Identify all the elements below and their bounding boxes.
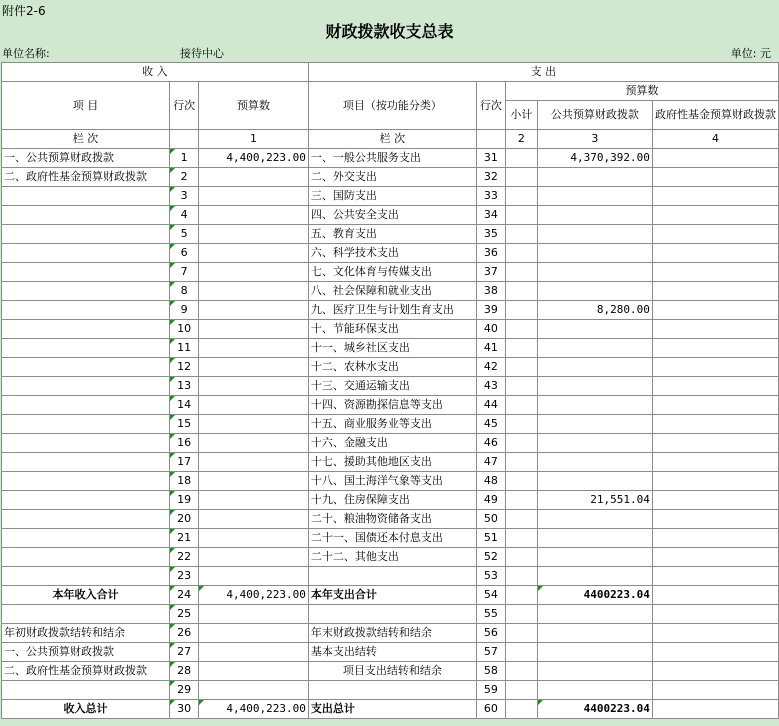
- expense-line-cell[interactable]: 35: [476, 225, 505, 244]
- expense-gov-cell[interactable]: [652, 605, 778, 624]
- expense-public-cell[interactable]: 8,280.00: [537, 301, 652, 320]
- col-1: 1: [199, 130, 309, 149]
- table-row: [2, 339, 779, 358]
- expense-public-cell[interactable]: [537, 548, 652, 567]
- expense-subtotal-cell[interactable]: [505, 301, 537, 320]
- income-line-cell[interactable]: 15: [170, 415, 199, 434]
- income-item-cell[interactable]: [2, 358, 170, 377]
- expense-gov-cell[interactable]: [652, 643, 778, 662]
- income-item-cell[interactable]: 本年收入合计: [2, 586, 170, 605]
- unit-name-value: 接待中心: [180, 47, 224, 60]
- col-3: 3: [537, 130, 652, 149]
- expense-gov-cell[interactable]: [652, 681, 778, 700]
- income-item-cell[interactable]: [2, 225, 170, 244]
- income-item-cell[interactable]: [2, 415, 170, 434]
- table-row: [2, 263, 779, 282]
- income-budget-cell[interactable]: [199, 244, 309, 263]
- income-line-cell[interactable]: 25: [170, 605, 199, 624]
- expense-line-cell[interactable]: 39: [476, 301, 505, 320]
- expense-line-cell[interactable]: 47: [476, 453, 505, 472]
- table-row: [2, 206, 779, 225]
- income-line-cell[interactable]: 12: [170, 358, 199, 377]
- expense-line-cell[interactable]: 37: [476, 263, 505, 282]
- expense-subtotal-cell[interactable]: [505, 415, 537, 434]
- income-budget-cell[interactable]: [199, 529, 309, 548]
- expense-gov-cell[interactable]: [652, 434, 778, 453]
- income-item-cell[interactable]: [2, 510, 170, 529]
- income-item-cell[interactable]: [2, 187, 170, 206]
- expense-public-cell[interactable]: [537, 605, 652, 624]
- expense-public-cell[interactable]: [537, 282, 652, 301]
- income-item-cell[interactable]: [2, 681, 170, 700]
- income-line-cell[interactable]: 24: [170, 586, 199, 605]
- income-item-cell[interactable]: 收入总计: [2, 700, 170, 719]
- income-budget-cell[interactable]: [199, 225, 309, 244]
- expense-subtotal-cell[interactable]: [505, 472, 537, 491]
- expense-subtotal-cell[interactable]: [505, 225, 537, 244]
- income-item-cell[interactable]: [2, 548, 170, 567]
- expense-line-cell[interactable]: 57: [476, 643, 505, 662]
- expense-gov-cell[interactable]: [652, 225, 778, 244]
- expense-subtotal-cell[interactable]: [505, 491, 537, 510]
- income-budget-cell[interactable]: [199, 377, 309, 396]
- expense-line-cell[interactable]: 42: [476, 358, 505, 377]
- expense-gov-cell[interactable]: [652, 263, 778, 282]
- expense-public-cell[interactable]: [537, 206, 652, 225]
- expense-gov-cell[interactable]: [652, 567, 778, 586]
- expense-gov-cell[interactable]: [652, 396, 778, 415]
- expense-subtotal-cell[interactable]: [505, 700, 537, 719]
- income-budget-cell[interactable]: [199, 168, 309, 187]
- expense-item-cell[interactable]: 十三、交通运输支出: [308, 377, 476, 396]
- income-line-cell[interactable]: 11: [170, 339, 199, 358]
- public-budget-header: 公共预算财政拨款: [537, 101, 652, 130]
- income-item-cell[interactable]: [2, 206, 170, 225]
- expense-public-cell[interactable]: [537, 377, 652, 396]
- expense-gov-cell[interactable]: [652, 510, 778, 529]
- expense-item-cell[interactable]: 基本支出结转: [308, 643, 476, 662]
- expense-line-cell[interactable]: 43: [476, 377, 505, 396]
- expense-line-cell[interactable]: 53: [476, 567, 505, 586]
- income-budget-cell[interactable]: [199, 206, 309, 225]
- table-row: [2, 510, 779, 529]
- expense-public-cell[interactable]: [537, 396, 652, 415]
- item-header: 项 目: [2, 82, 170, 130]
- income-line-cell[interactable]: 16: [170, 434, 199, 453]
- expense-item-cell[interactable]: 项目支出结转和结余: [308, 662, 476, 681]
- expense-subtotal-cell[interactable]: [505, 605, 537, 624]
- expense-gov-cell[interactable]: [652, 168, 778, 187]
- expense-public-cell[interactable]: [537, 415, 652, 434]
- budget-table: [1, 62, 779, 719]
- income-budget-cell[interactable]: [199, 415, 309, 434]
- income-item-cell[interactable]: [2, 491, 170, 510]
- income-line-cell[interactable]: 30: [170, 700, 199, 719]
- expense-public-cell[interactable]: [537, 168, 652, 187]
- income-item-cell[interactable]: [2, 396, 170, 415]
- expense-gov-cell[interactable]: [652, 548, 778, 567]
- expense-line-cell[interactable]: 40: [476, 320, 505, 339]
- expense-public-cell[interactable]: [537, 434, 652, 453]
- gov-fund-header: 政府性基金预算财政拨款: [652, 101, 778, 130]
- income-line-cell[interactable]: 9: [170, 301, 199, 320]
- expense-item-cell[interactable]: 二、外交支出: [308, 168, 476, 187]
- expense-gov-cell[interactable]: [652, 624, 778, 643]
- income-budget-cell[interactable]: [199, 358, 309, 377]
- table-row: [2, 567, 779, 586]
- table-row: [2, 301, 779, 320]
- table-row: [2, 643, 779, 662]
- income-item-cell[interactable]: [2, 377, 170, 396]
- income-line-cell[interactable]: 2: [170, 168, 199, 187]
- line-header: 行次: [170, 82, 199, 130]
- expense-subtotal-cell[interactable]: [505, 567, 537, 586]
- income-budget-cell[interactable]: [199, 624, 309, 643]
- table-row: [2, 396, 779, 415]
- income-line-cell[interactable]: 27: [170, 643, 199, 662]
- page-title: 财政拨款收支总表: [325, 22, 454, 41]
- income-budget-cell[interactable]: [199, 263, 309, 282]
- expense-public-cell[interactable]: [537, 244, 652, 263]
- expense-item-cell[interactable]: 支出总计: [308, 700, 476, 719]
- income-item-cell[interactable]: 二、政府性基金预算财政拨款: [2, 168, 170, 187]
- expense-item-cell[interactable]: 十四、资源勘探信息等支出: [308, 396, 476, 415]
- income-budget-cell[interactable]: [199, 339, 309, 358]
- income-line-cell[interactable]: 23: [170, 567, 199, 586]
- expense-gov-cell[interactable]: [652, 301, 778, 320]
- line2-header: 行次: [476, 82, 505, 130]
- income-line-cell[interactable]: 21: [170, 529, 199, 548]
- expense-subtotal-cell[interactable]: [505, 586, 537, 605]
- expense-gov-cell[interactable]: [652, 358, 778, 377]
- income-line-cell[interactable]: 28: [170, 662, 199, 681]
- income-item-cell[interactable]: [2, 244, 170, 263]
- expense-line-cell[interactable]: 45: [476, 415, 505, 434]
- table-row: [2, 377, 779, 396]
- income-budget-cell[interactable]: [199, 434, 309, 453]
- income-line-cell[interactable]: 13: [170, 377, 199, 396]
- income-item-cell[interactable]: [2, 282, 170, 301]
- income-item-cell[interactable]: [2, 320, 170, 339]
- expense-public-cell[interactable]: 4,370,392.00: [537, 149, 652, 168]
- table-row: [2, 700, 779, 719]
- expense-gov-cell[interactable]: [652, 282, 778, 301]
- expense-gov-cell[interactable]: [652, 662, 778, 681]
- table-row: [2, 149, 779, 168]
- expense-line-cell[interactable]: 58: [476, 662, 505, 681]
- expense-subtotal-cell[interactable]: [505, 510, 537, 529]
- table-row: [2, 548, 779, 567]
- col-label-2: 栏 次: [308, 130, 476, 149]
- expense-item-cell[interactable]: 十、节能环保支出: [308, 320, 476, 339]
- income-budget-cell[interactable]: [199, 396, 309, 415]
- income-budget-cell[interactable]: [199, 567, 309, 586]
- expense-gov-cell[interactable]: [652, 244, 778, 263]
- expense-item-cell[interactable]: 二十二、其他支出: [308, 548, 476, 567]
- expense-subtotal-cell[interactable]: [505, 396, 537, 415]
- table-row: [2, 472, 779, 491]
- income-item-cell[interactable]: [2, 263, 170, 282]
- expense-line-cell[interactable]: 48: [476, 472, 505, 491]
- expense-subtotal-cell[interactable]: [505, 244, 537, 263]
- income-line-cell[interactable]: 10: [170, 320, 199, 339]
- expense-gov-cell[interactable]: [652, 320, 778, 339]
- income-item-cell[interactable]: 一、公共预算财政拨款: [2, 149, 170, 168]
- expense-item-cell[interactable]: 八、社会保障和就业支出: [308, 282, 476, 301]
- expense-line-cell[interactable]: 55: [476, 605, 505, 624]
- expense-line-cell[interactable]: 49: [476, 491, 505, 510]
- expense-item-cell[interactable]: 十二、农林水支出: [308, 358, 476, 377]
- income-item-cell[interactable]: 二、政府性基金预算财政拨款: [2, 662, 170, 681]
- expense-gov-cell[interactable]: [652, 339, 778, 358]
- budget-header: 预算数: [199, 82, 309, 130]
- table-row: [2, 415, 779, 434]
- table-row: [2, 605, 779, 624]
- income-item-cell[interactable]: 年初财政拨款结转和结余: [2, 624, 170, 643]
- col-2: 2: [505, 130, 537, 149]
- income-item-cell[interactable]: [2, 301, 170, 320]
- income-item-cell[interactable]: [2, 434, 170, 453]
- income-budget-cell[interactable]: 4,400,223.00: [199, 586, 309, 605]
- expense-gov-cell[interactable]: [652, 700, 778, 719]
- expense-line-cell[interactable]: 33: [476, 187, 505, 206]
- expense-public-cell[interactable]: [537, 529, 652, 548]
- income-item-cell[interactable]: [2, 472, 170, 491]
- expense-line-cell[interactable]: 52: [476, 548, 505, 567]
- expense-subtotal-cell[interactable]: [505, 529, 537, 548]
- expense-subtotal-cell[interactable]: [505, 643, 537, 662]
- income-budget-cell[interactable]: [199, 453, 309, 472]
- expense-item-cell[interactable]: 七、文化体育与传媒支出: [308, 263, 476, 282]
- attachment-label: 附件2-6: [2, 4, 46, 18]
- expense-item-cell[interactable]: 十六、金融支出: [308, 434, 476, 453]
- expense-line-cell[interactable]: 32: [476, 168, 505, 187]
- income-budget-cell[interactable]: [199, 643, 309, 662]
- expense-header: 支 出: [308, 63, 778, 82]
- expense-line-cell[interactable]: 46: [476, 434, 505, 453]
- income-budget-cell[interactable]: 4,400,223.00: [199, 149, 309, 168]
- expense-line-cell[interactable]: 36: [476, 244, 505, 263]
- func-item-header: 项目（按功能分类）: [308, 82, 476, 130]
- expense-public-cell[interactable]: 4400223.04: [537, 700, 652, 719]
- expense-gov-cell[interactable]: [652, 529, 778, 548]
- income-budget-cell[interactable]: [199, 662, 309, 681]
- expense-line-cell[interactable]: 41: [476, 339, 505, 358]
- expense-gov-cell[interactable]: [652, 149, 778, 168]
- expense-item-cell[interactable]: 十八、国土海洋气象等支出: [308, 472, 476, 491]
- income-line-cell[interactable]: 17: [170, 453, 199, 472]
- expense-line-cell[interactable]: 34: [476, 206, 505, 225]
- expense-subtotal-cell[interactable]: [505, 206, 537, 225]
- expense-public-cell[interactable]: [537, 225, 652, 244]
- expense-item-cell[interactable]: 九、医疗卫生与计划生育支出: [308, 301, 476, 320]
- expense-item-cell[interactable]: 一、一般公共服务支出: [308, 149, 476, 168]
- col-4: 4: [652, 130, 778, 149]
- expense-public-cell[interactable]: [537, 567, 652, 586]
- expense-item-cell[interactable]: [308, 605, 476, 624]
- expense-public-cell[interactable]: 21,551.04: [537, 491, 652, 510]
- expense-item-cell[interactable]: 四、公共安全支出: [308, 206, 476, 225]
- income-item-cell[interactable]: [2, 453, 170, 472]
- expense-gov-cell[interactable]: [652, 187, 778, 206]
- expense-gov-cell[interactable]: [652, 472, 778, 491]
- income-budget-cell[interactable]: 4,400,223.00: [199, 700, 309, 719]
- table-row: [2, 529, 779, 548]
- expense-line-cell[interactable]: 50: [476, 510, 505, 529]
- income-line-cell[interactable]: 26: [170, 624, 199, 643]
- expense-item-cell[interactable]: 二十、粮油物资储备支出: [308, 510, 476, 529]
- income-line-cell[interactable]: 29: [170, 681, 199, 700]
- expense-subtotal-cell[interactable]: [505, 282, 537, 301]
- table-row: [2, 586, 779, 605]
- income-header: 收 入: [2, 63, 309, 82]
- income-budget-cell[interactable]: [199, 681, 309, 700]
- expense-gov-cell[interactable]: [652, 377, 778, 396]
- expense-item-cell[interactable]: 六、科学技术支出: [308, 244, 476, 263]
- expense-public-cell[interactable]: [537, 453, 652, 472]
- expense-item-cell[interactable]: 十九、住房保障支出: [308, 491, 476, 510]
- income-line-cell[interactable]: 8: [170, 282, 199, 301]
- table-row: [2, 491, 779, 510]
- table-row: [2, 453, 779, 472]
- expense-subtotal-cell[interactable]: [505, 662, 537, 681]
- expense-subtotal-cell[interactable]: [505, 548, 537, 567]
- income-line-cell[interactable]: 20: [170, 510, 199, 529]
- table-row: [2, 225, 779, 244]
- expense-public-cell[interactable]: [537, 263, 652, 282]
- expense-public-cell[interactable]: [537, 339, 652, 358]
- unit-label: 单位: 元: [730, 47, 771, 60]
- expense-line-cell[interactable]: 54: [476, 586, 505, 605]
- table-row: [2, 282, 779, 301]
- income-budget-cell[interactable]: [199, 472, 309, 491]
- expense-line-cell[interactable]: 60: [476, 700, 505, 719]
- income-line-cell[interactable]: 5: [170, 225, 199, 244]
- income-line-cell[interactable]: 18: [170, 472, 199, 491]
- expense-line-cell[interactable]: 56: [476, 624, 505, 643]
- expense-line-cell[interactable]: 59: [476, 681, 505, 700]
- income-line-cell[interactable]: 22: [170, 548, 199, 567]
- income-line-cell[interactable]: 3: [170, 187, 199, 206]
- expense-item-cell[interactable]: 二十一、国债还本付息支出: [308, 529, 476, 548]
- income-budget-cell[interactable]: [199, 548, 309, 567]
- expense-item-cell[interactable]: 五、教育支出: [308, 225, 476, 244]
- expense-line-cell[interactable]: 31: [476, 149, 505, 168]
- expense-item-cell[interactable]: 年末财政拨款结转和结余: [308, 624, 476, 643]
- expense-line-cell[interactable]: 44: [476, 396, 505, 415]
- budget2-header: 预算数: [505, 82, 778, 101]
- expense-line-cell[interactable]: 51: [476, 529, 505, 548]
- expense-item-cell[interactable]: 十五、商业服务业等支出: [308, 415, 476, 434]
- expense-subtotal-cell[interactable]: [505, 149, 537, 168]
- col-label: 栏 次: [2, 130, 170, 149]
- expense-subtotal-cell[interactable]: [505, 168, 537, 187]
- table-row: [2, 662, 779, 681]
- income-budget-cell[interactable]: [199, 605, 309, 624]
- expense-subtotal-cell[interactable]: [505, 187, 537, 206]
- expense-gov-cell[interactable]: [652, 206, 778, 225]
- expense-subtotal-cell[interactable]: [505, 434, 537, 453]
- expense-item-cell[interactable]: [308, 567, 476, 586]
- expense-gov-cell[interactable]: [652, 491, 778, 510]
- expense-public-cell[interactable]: [537, 643, 652, 662]
- income-line-cell[interactable]: 1: [170, 149, 199, 168]
- income-line-cell[interactable]: 14: [170, 396, 199, 415]
- income-budget-cell[interactable]: [199, 320, 309, 339]
- expense-item-cell[interactable]: [308, 681, 476, 700]
- income-line-cell[interactable]: 19: [170, 491, 199, 510]
- income-budget-cell[interactable]: [199, 301, 309, 320]
- expense-subtotal-cell[interactable]: [505, 681, 537, 700]
- income-item-cell[interactable]: [2, 567, 170, 586]
- expense-gov-cell[interactable]: [652, 453, 778, 472]
- expense-public-cell[interactable]: [537, 624, 652, 643]
- income-line-cell[interactable]: 7: [170, 263, 199, 282]
- expense-public-cell[interactable]: [537, 358, 652, 377]
- table-row: [2, 434, 779, 453]
- expense-subtotal-cell[interactable]: [505, 320, 537, 339]
- expense-line-cell[interactable]: 38: [476, 282, 505, 301]
- expense-gov-cell[interactable]: [652, 415, 778, 434]
- income-line-cell[interactable]: 6: [170, 244, 199, 263]
- subtotal-header: 小计: [505, 101, 537, 130]
- income-line-cell[interactable]: 4: [170, 206, 199, 225]
- expense-public-cell[interactable]: [537, 472, 652, 491]
- expense-gov-cell[interactable]: [652, 586, 778, 605]
- income-budget-cell[interactable]: [199, 187, 309, 206]
- income-item-cell[interactable]: [2, 339, 170, 358]
- table-row: [2, 681, 779, 700]
- expense-public-cell[interactable]: 4400223.04: [537, 586, 652, 605]
- expense-public-cell[interactable]: [537, 662, 652, 681]
- table-row: [2, 358, 779, 377]
- expense-item-cell[interactable]: 三、国防支出: [308, 187, 476, 206]
- expense-public-cell[interactable]: [537, 681, 652, 700]
- expense-subtotal-cell[interactable]: [505, 624, 537, 643]
- expense-public-cell[interactable]: [537, 510, 652, 529]
- table-row: [2, 187, 779, 206]
- expense-public-cell[interactable]: [537, 187, 652, 206]
- income-budget-cell[interactable]: [199, 491, 309, 510]
- table-row: [2, 320, 779, 339]
- income-item-cell[interactable]: [2, 529, 170, 548]
- expense-subtotal-cell[interactable]: [505, 453, 537, 472]
- table-row: [2, 168, 779, 187]
- income-item-cell[interactable]: [2, 605, 170, 624]
- unit-name-label: 单位名称:: [2, 47, 50, 60]
- expense-subtotal-cell[interactable]: [505, 263, 537, 282]
- expense-item-cell[interactable]: 本年支出合计: [308, 586, 476, 605]
- expense-subtotal-cell[interactable]: [505, 358, 537, 377]
- expense-item-cell[interactable]: 十一、城乡社区支出: [308, 339, 476, 358]
- expense-item-cell[interactable]: 十七、援助其他地区支出: [308, 453, 476, 472]
- income-item-cell[interactable]: 一、公共预算财政拨款: [2, 643, 170, 662]
- expense-public-cell[interactable]: [537, 320, 652, 339]
- expense-subtotal-cell[interactable]: [505, 377, 537, 396]
- income-budget-cell[interactable]: [199, 510, 309, 529]
- income-budget-cell[interactable]: [199, 282, 309, 301]
- table-row: [2, 244, 779, 263]
- table-row: [2, 624, 779, 643]
- expense-subtotal-cell[interactable]: [505, 339, 537, 358]
